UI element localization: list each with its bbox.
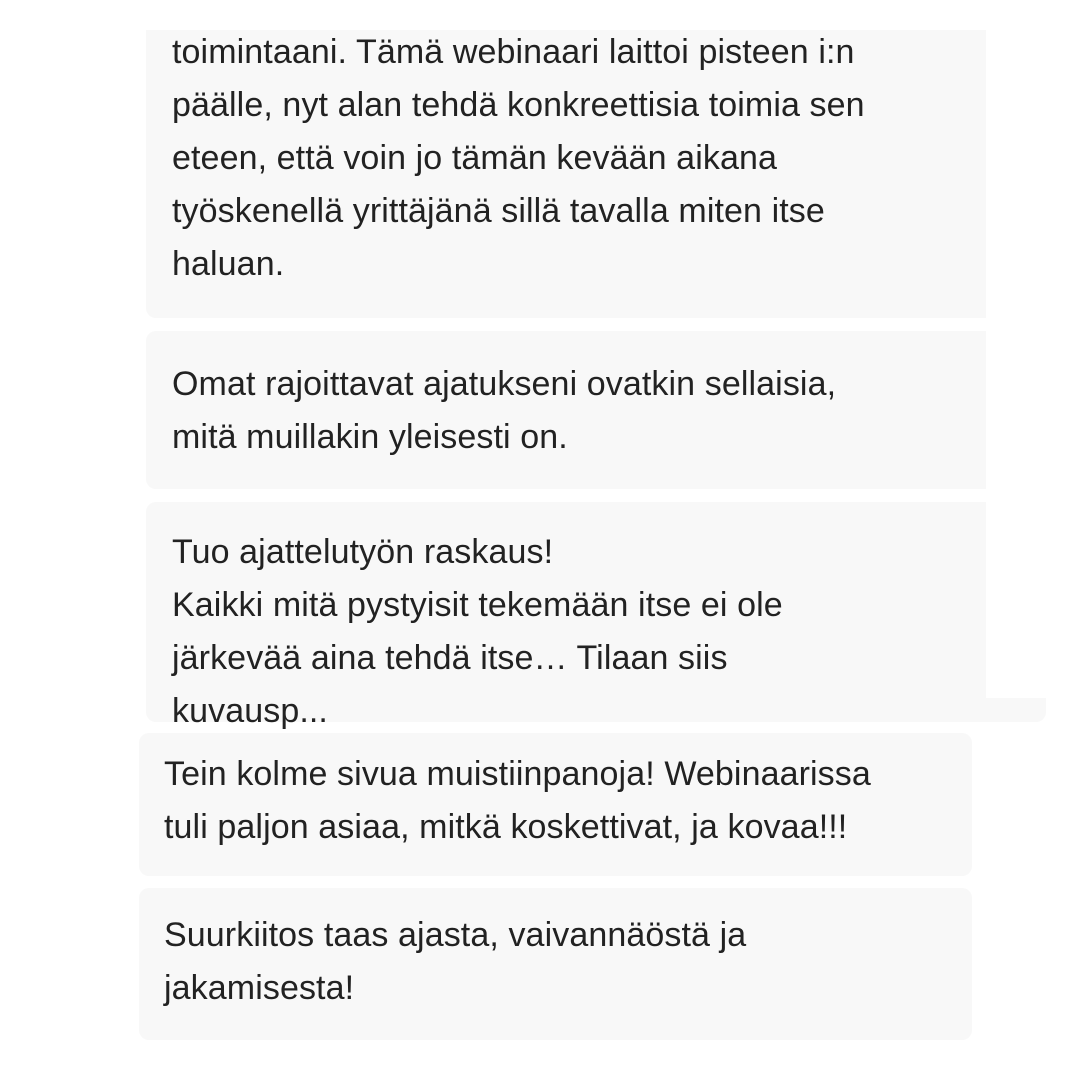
comment-text: Tuo ajattelutyön raskaus! Kaikki mitä pystyisit tekemään itse ei ole järkevää aina tehdä itse… Tilaan siis kuvausp... bbox=[172, 533, 783, 730]
bottom-screenshot bbox=[0, 698, 1080, 1080]
comment-card bbox=[139, 888, 972, 1040]
comment-text: Omat rajoittavat ajatukseni ovatkin sellaisia, mitä muillakin yleisesti on. bbox=[172, 365, 837, 456]
comment-text: Tein kolme sivua muistiinpanoja! Webinaarissa tuli paljon asiaa, mitkä koskettivat, ja kovaa!!! bbox=[164, 755, 871, 846]
crop-mask bbox=[986, 0, 1080, 698]
comment-card bbox=[146, 331, 1046, 489]
comment-card bbox=[146, 30, 1046, 318]
comment-card bbox=[139, 733, 972, 876]
comment-text: Suurkiitos taas ajasta, vaivannäöstä ja jakamisesta! bbox=[164, 916, 747, 1007]
comment-card bbox=[146, 502, 1046, 730]
comment-text: toimintaani. Tämä webinaari laittoi pisteen i:n päälle, nyt alan tehdä konkreettisia toimia sen eteen, että voin jo tämän kevään aikana työskenellä yrittäjänä sillä tavalla miten itse haluan. bbox=[172, 33, 865, 283]
